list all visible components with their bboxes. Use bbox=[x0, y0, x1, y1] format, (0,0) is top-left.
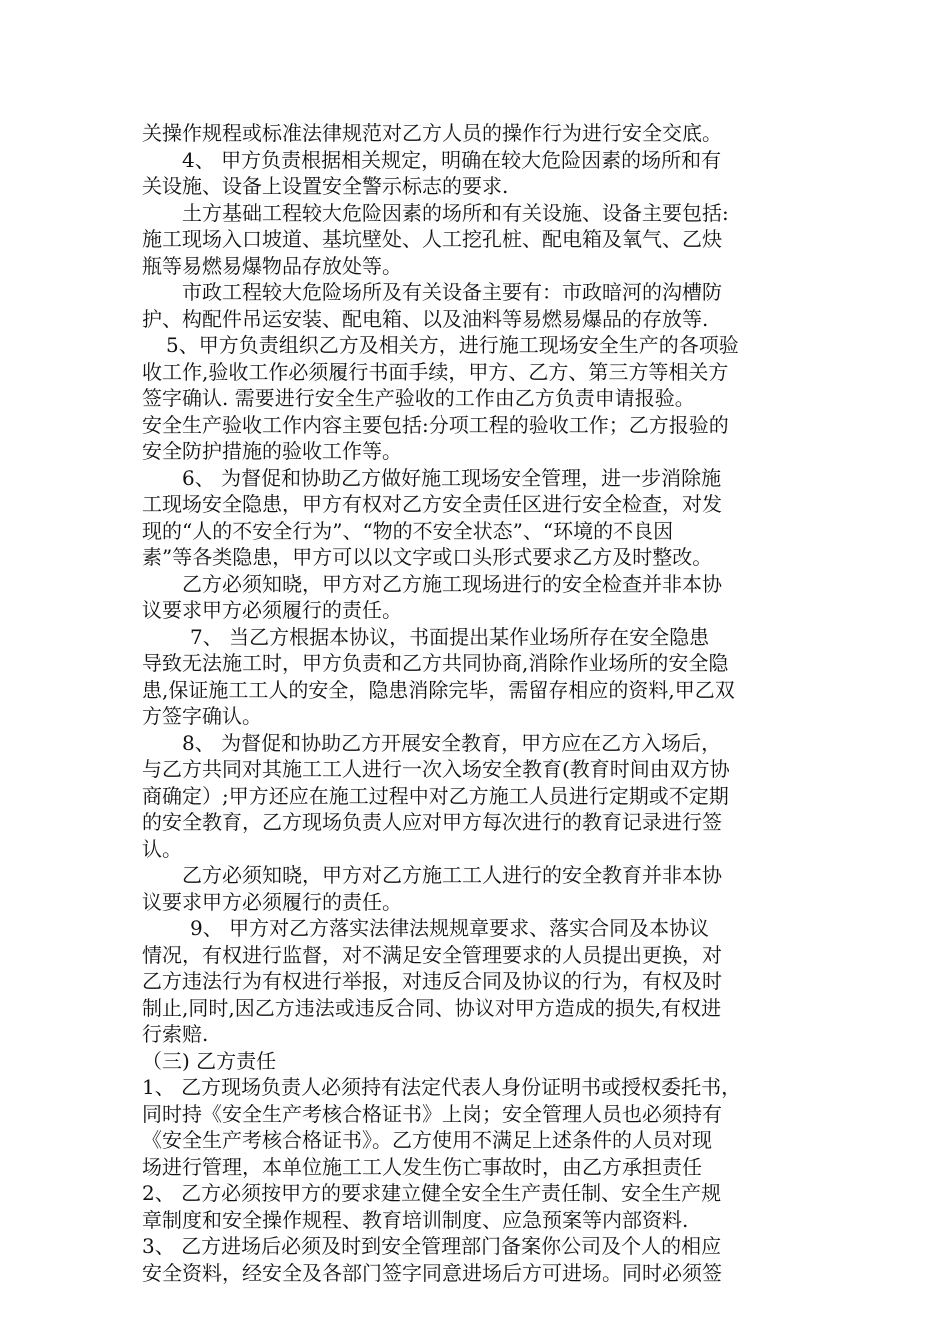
text-line: 乙方必须知晓，甲方对乙方施工现场进行的安全检查并非本协 bbox=[182, 571, 722, 596]
text-line: 方签字确认。 bbox=[142, 704, 262, 728]
text-line: 安全防护措施的验收工作等。 bbox=[142, 439, 402, 463]
text-line: 场进行管理，本单位施工工人发生伤亡事故时，由乙方承担责任 bbox=[142, 1154, 702, 1179]
text-line: 2、 乙方必须按甲方的要求建立健全安全生产责任制、安全生产规 bbox=[142, 1181, 722, 1205]
text-line: 情况，有权进行监督，对不满足安全管理要求的人员提出更换，对 bbox=[142, 942, 722, 967]
text-line: 章制度和安全操作规程、教育培训制度、应急预案等内部资料. bbox=[142, 1207, 689, 1232]
text-line: 的安全教育，乙方现场负责人应对甲方每次进行的教育记录进行签 bbox=[142, 810, 722, 834]
text-line: 乙方违法行为有权进行举报，对违反合同及协议的行为，有权及时 bbox=[142, 969, 722, 993]
text-line: 乙方必须知晓，甲方对乙方施工工人进行的安全教育并非本协 bbox=[182, 863, 722, 887]
text-line: 安全生产验收工作内容主要包括:分项工程的验收工作；乙方报验的 bbox=[142, 412, 729, 437]
text-line: 8、 为督促和协助乙方开展安全教育，甲方应在乙方入场后， bbox=[182, 730, 722, 755]
text-line: 安全资料，经安全及各部门签字同意进场后方可进场。同时必须签 bbox=[142, 1260, 722, 1285]
text-line: 收工作,验收工作必须履行书面手续，甲方、乙方、第三方等相关方 bbox=[142, 359, 729, 384]
document-body bbox=[142, 120, 822, 1286]
text-line: 施工现场入口坡道、基坑壁处、人工挖孔桩、配电箱及氧气、乙炔 bbox=[142, 227, 722, 251]
text-line: 签字确认. 需要进行安全生产验收的工作由乙方负责申请报验。 bbox=[142, 386, 695, 410]
text-line: 导致无法施工时，甲方负责和乙方共同协商,消除作业场所的安全隐 bbox=[142, 651, 729, 675]
text-line: 同时持《安全生产考核合格证书》上岗；安全管理人员也必须持有 bbox=[142, 1101, 722, 1126]
text-line: 6、 为督促和协助乙方做好施工现场安全管理，进一步消除施 bbox=[182, 465, 722, 490]
text-line: 7、 当乙方根据本协议，书面提出某作业场所存在安全隐患 bbox=[190, 624, 710, 649]
text-line: 素”等各类隐患，甲方可以以文字或口头形式要求乙方及时整改。 bbox=[142, 545, 713, 569]
text-line: 工现场安全隐患，甲方有权对乙方安全责任区进行安全检查，对发 bbox=[142, 492, 722, 516]
text-line: 关设施、设备上设置安全警示标志的要求. bbox=[142, 174, 509, 198]
text-line: 护、构配件吊运安装、配电箱、以及油料等易燃易爆品的存放等. bbox=[142, 306, 709, 331]
text-line: 5、甲方负责组织乙方及相关方，进行施工现场安全生产的各项验 bbox=[166, 333, 739, 357]
text-line: 患,保证施工工人的安全，隐患消除完毕，需留存相应的资料,甲乙双 bbox=[142, 677, 735, 702]
text-line: 商确定）;甲方还应在施工过程中对乙方施工人员进行定期或不定期 bbox=[142, 783, 729, 808]
text-line: 现的“人的不安全行为”、“物的不安全状态”、“环境的不良因 bbox=[142, 518, 674, 543]
text-line: 与乙方共同对其施工工人进行一次入场安全教育(教育时间由双方协 bbox=[142, 757, 730, 781]
text-line: 市政工程较大危险场所及有关设备主要有：市政暗河的沟槽防 bbox=[182, 280, 722, 304]
text-line: 1、 乙方现场负责人必须持有法定代表人身份证明书或授权委托书， bbox=[142, 1075, 742, 1099]
text-line: 关操作规程或标准法律规范对乙方人员的操作行为进行安全交底。 bbox=[142, 121, 722, 145]
text-line: 瓶等易燃易爆物品存放处等。 bbox=[142, 253, 402, 278]
text-line: 议要求甲方必须履行的责任。 bbox=[142, 598, 402, 622]
section-heading: （三) 乙方责任 bbox=[142, 1048, 277, 1073]
text-line: 4、 甲方负责根据相关规定，明确在较大危险因素的场所和有 bbox=[182, 147, 722, 172]
text-line: 3、 乙方进场后必须及时到安全管理部门备案你公司及个人的相应 bbox=[142, 1234, 722, 1258]
text-line: 认。 bbox=[142, 836, 182, 861]
text-line: 土方基础工程较大危险因素的场所和有关设施、设备主要包括: bbox=[182, 200, 729, 225]
text-line: 议要求甲方必须履行的责任。 bbox=[142, 889, 402, 914]
text-line: 行索赔. bbox=[142, 1022, 209, 1046]
text-line: 9、 甲方对乙方落实法律法规规章要求、落实合同及本协议 bbox=[190, 916, 710, 940]
text-line: 《安全生产考核合格证书》。乙方使用不满足上述条件的人员对现 bbox=[142, 1128, 712, 1152]
text-line: 制止,同时,因乙方违法或违反合同、协议对甲方造成的损失,有权进 bbox=[142, 995, 722, 1020]
